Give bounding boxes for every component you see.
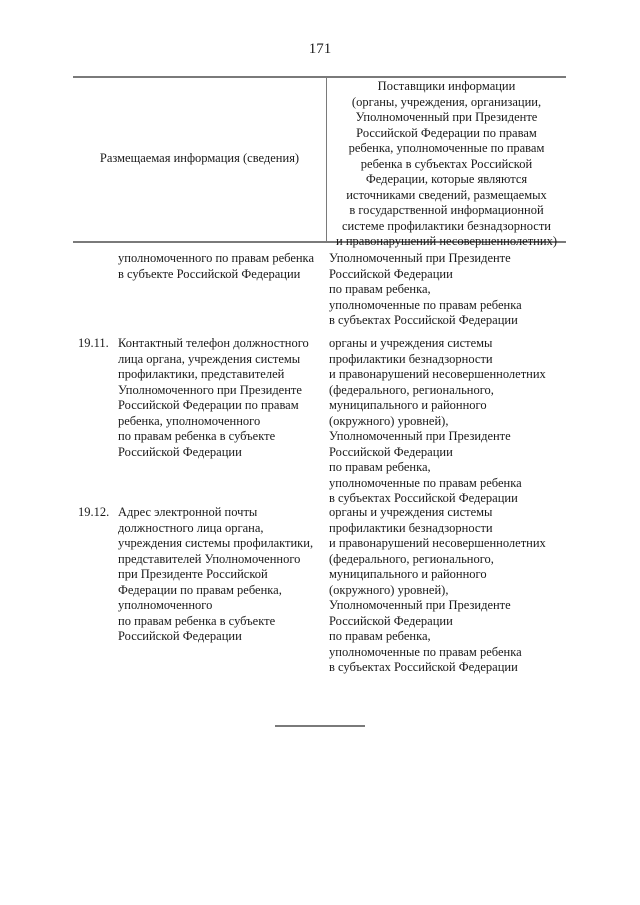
cell-line: должностного лица органа,: [118, 520, 264, 535]
cell-line: уполномоченные по правам ребенка: [329, 475, 522, 490]
header-right-line: источниками сведений, размещаемых: [346, 187, 547, 202]
cell-line: Уполномоченный при Президенте: [329, 251, 511, 265]
cell-line: по правам ребенка в субъекте: [118, 613, 276, 628]
cell-line: по правам ребенка,: [329, 460, 431, 474]
cell-line: Российской Федерации: [329, 266, 453, 281]
header-placed-information: [73, 76, 326, 241]
cell-line: при Президенте Российской: [118, 567, 268, 581]
cell-line: по правам ребенка,: [329, 629, 431, 643]
cell-line: в субъектах Российской Федерации: [329, 313, 518, 327]
cell-line: по правам ребенка,: [329, 282, 431, 296]
row-number: 19.12.: [78, 505, 110, 519]
cell-line: Российской Федерации: [329, 444, 453, 459]
cell-line: и правонарушений несовершеннолетних: [329, 536, 546, 550]
header-right-line: Российской Федерации по правам: [356, 125, 537, 140]
row-providers-cell: [329, 505, 569, 676]
header-right-line: ребенка, уполномоченные по правам: [348, 141, 545, 155]
header-right-line: и правонарушений несовершеннолетних): [336, 234, 557, 248]
header-right-line: системе профилактики безнадзорности: [342, 218, 551, 233]
cell-line: профилактики безнадзорности: [329, 520, 493, 535]
cell-line: органы и учреждения системы: [329, 336, 493, 350]
header-right-line: в государственной информационной: [349, 203, 544, 217]
cell-line: Федерации по правам ребенка,: [118, 582, 282, 597]
cell-line: Контактный телефон должностного: [118, 336, 309, 350]
document-end-rule: [275, 725, 365, 727]
row-providers-cell: [329, 251, 569, 329]
cell-line: органы и учреждения системы: [329, 505, 493, 519]
cell-line: (федерального, регионального,: [329, 382, 494, 397]
cell-line: Российской Федерации: [118, 444, 242, 459]
header-left-label: Размещаемая информация (сведения): [99, 150, 300, 165]
cell-line: профилактики безнадзорности: [329, 351, 493, 366]
cell-line: (окружного) уровней),: [329, 413, 449, 428]
cell-line: лица органа, учреждения системы: [118, 351, 301, 366]
cell-line: учреждения системы профилактики,: [118, 536, 314, 550]
cell-line: уполномоченного по правам ребенка: [118, 251, 314, 265]
cell-line: профилактики, представителей: [118, 367, 285, 381]
cell-line: муниципального и районного: [329, 567, 487, 581]
cell-line: (федерального, регионального,: [329, 551, 494, 566]
cell-line: (окружного) уровней),: [329, 582, 449, 597]
cell-line: Уполномоченный при Президенте: [329, 598, 511, 612]
header-information-providers: [327, 79, 566, 250]
row-providers-cell: [329, 336, 569, 507]
cell-line: Российской Федерации по правам: [118, 398, 299, 412]
row-number: 19.11.: [78, 336, 109, 350]
cell-line: и правонарушений несовершеннолетних: [329, 367, 546, 381]
cell-line: в субъектах Российской Федерации: [329, 491, 518, 505]
header-right-line: (органы, учреждения, организации,: [351, 94, 542, 109]
cell-line: Российской Федерации: [329, 613, 453, 628]
cell-line: уполномоченного: [118, 598, 213, 612]
header-right-line: Поставщики информации: [377, 79, 516, 93]
cell-line: в субъектах Российской Федерации: [329, 660, 518, 674]
cell-line: Уполномоченного при Президенте: [118, 382, 302, 397]
row-info-cell: [118, 336, 328, 460]
row-info-cell: [118, 505, 328, 645]
header-right-line: ребенка в субъектах Российской: [360, 156, 533, 171]
cell-line: в субъекте Российской Федерации: [118, 266, 301, 281]
cell-line: представителей Уполномоченного: [118, 551, 301, 566]
page-number: 171: [308, 41, 332, 57]
cell-line: Российской Федерации: [118, 629, 242, 643]
cell-line: Адрес электронной почты: [118, 505, 258, 519]
header-right-line: Уполномоченный при Президенте: [355, 110, 538, 124]
cell-line: ребенка, уполномоченного: [118, 413, 261, 428]
cell-line: Уполномоченный при Президенте: [329, 429, 511, 443]
row-info-cell: [118, 251, 328, 282]
cell-line: уполномоченные по правам ребенка: [329, 297, 522, 312]
header-right-line: Федерации, которые являются: [365, 172, 528, 186]
cell-line: муниципального и районного: [329, 398, 487, 412]
cell-line: по правам ребенка в субъекте: [118, 429, 276, 443]
cell-line: уполномоченные по правам ребенка: [329, 644, 522, 659]
